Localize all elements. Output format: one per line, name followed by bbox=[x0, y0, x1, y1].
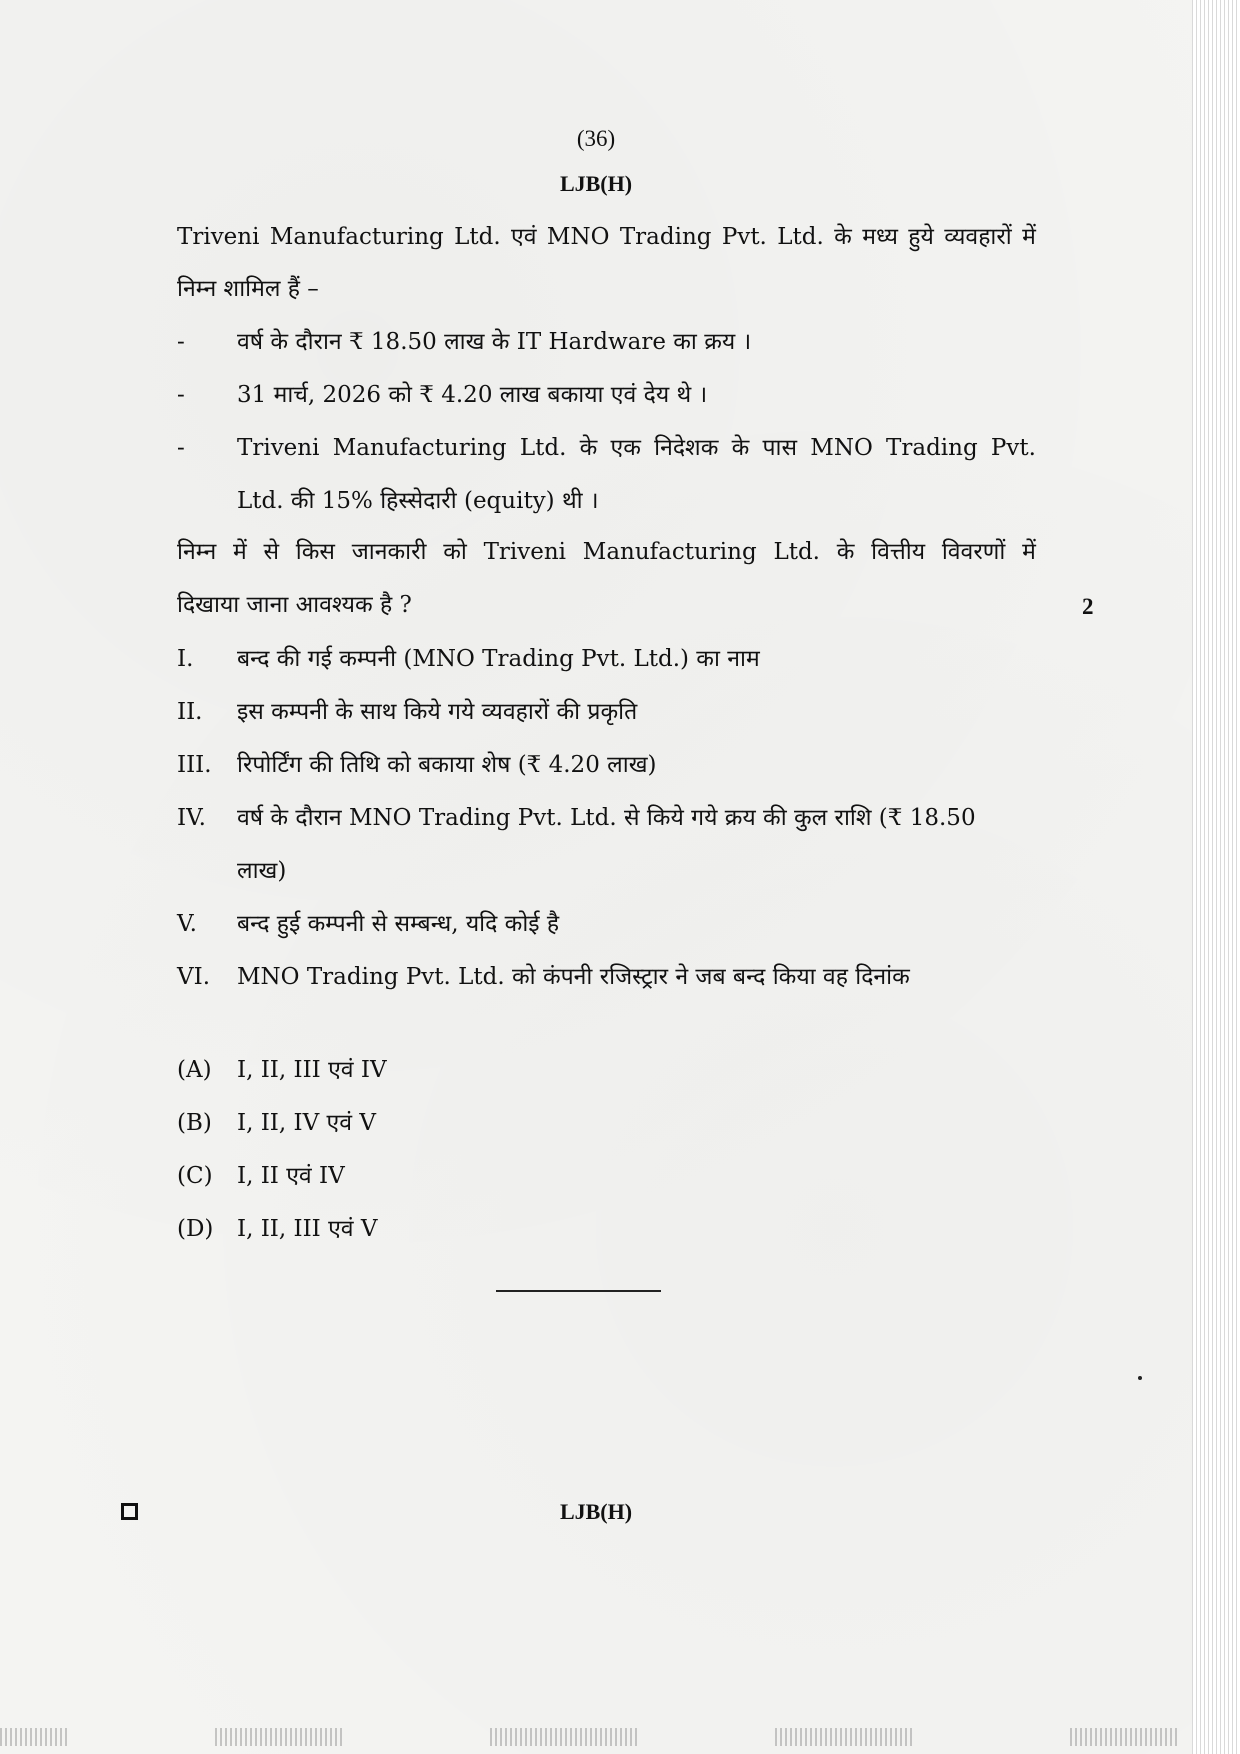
statement-text-continued: लाख) bbox=[237, 858, 287, 884]
statement-number: V. bbox=[177, 911, 197, 937]
intro-line-2: निम्न शामिल हैं – bbox=[177, 276, 319, 302]
statement-number: I. bbox=[177, 646, 194, 672]
fact-word: MNO bbox=[810, 435, 873, 461]
fact-word: Trading bbox=[886, 435, 978, 461]
option-a-text: I, II, III एवं IV bbox=[237, 1057, 387, 1083]
intro-word: Manufacturing bbox=[269, 224, 444, 250]
question-word: वित्तीय bbox=[871, 539, 926, 565]
paper-code-footer: LJB(H) bbox=[559, 1499, 633, 1524]
option-c-text: I, II एवं IV bbox=[237, 1163, 345, 1189]
intro-word: Pvt. bbox=[721, 224, 767, 250]
statement-text: रिपोर्टिंग की तिथि को बकाया शेष (₹ 4.20 लाख) bbox=[237, 752, 657, 778]
intro-word: MNO bbox=[546, 224, 610, 250]
intro-word: मध्य bbox=[862, 224, 898, 250]
fact-word: निदेशक bbox=[654, 435, 719, 461]
intro-word: के bbox=[834, 224, 852, 250]
option-label: (B) bbox=[177, 1110, 212, 1136]
statement-number: VI. bbox=[177, 964, 211, 990]
fact-word: के bbox=[579, 435, 598, 461]
question-marks: 2 bbox=[1082, 594, 1094, 619]
intro-word: में bbox=[1022, 224, 1036, 250]
question-word: विवरणों bbox=[941, 539, 1006, 565]
fact-word: के bbox=[731, 435, 750, 461]
fact-text-line-1 bbox=[237, 437, 1036, 460]
statement-number: III. bbox=[177, 752, 212, 778]
statement-text: बन्द की गई कम्पनी (MNO Trading Pvt. Ltd.) का नाम bbox=[237, 646, 760, 672]
question-word: Ltd. bbox=[773, 539, 820, 565]
question-word: में bbox=[1022, 539, 1036, 565]
intro-word: Trading bbox=[619, 224, 712, 250]
question-word: के bbox=[836, 539, 855, 565]
page-number: (36) bbox=[576, 126, 616, 151]
statement-text: वर्ष के दौरान MNO Trading Pvt. Ltd. से किये गये क्रय की कुल राशि (₹ 18.50 bbox=[237, 805, 976, 831]
page-stack-edge bbox=[1192, 0, 1240, 1754]
fact-text-line-2: Ltd. की 15% हिस्सेदारी (equity) थी । bbox=[237, 488, 599, 514]
end-of-question-rule bbox=[496, 1290, 661, 1292]
intro-word: हुये bbox=[908, 224, 934, 250]
fact-dash: - bbox=[177, 382, 185, 408]
question-word: Manufacturing bbox=[582, 539, 757, 565]
intro-word: एवं bbox=[511, 224, 537, 250]
fact-word: Triveni bbox=[237, 435, 320, 461]
fact-word: Manufacturing bbox=[332, 435, 507, 461]
question-word: को bbox=[443, 539, 467, 565]
fact-word: एक bbox=[610, 435, 641, 461]
paper-code-header: LJB(H) bbox=[559, 171, 633, 196]
intro-line-1 bbox=[177, 226, 1036, 249]
scan-noise bbox=[1070, 1728, 1180, 1746]
option-label: (D) bbox=[177, 1216, 214, 1242]
scan-speck bbox=[1138, 1376, 1142, 1380]
fact-dash: - bbox=[177, 435, 185, 461]
option-label: (A) bbox=[177, 1057, 212, 1083]
fact-word: पास bbox=[762, 435, 798, 461]
fact-text: वर्ष के दौरान ₹ 18.50 लाख के IT Hardware का क्रय । bbox=[237, 329, 752, 355]
statement-number: IV. bbox=[177, 805, 206, 831]
option-b-text: I, II, IV एवं V bbox=[237, 1110, 376, 1136]
scan-noise bbox=[775, 1728, 915, 1746]
question-word: से bbox=[263, 539, 280, 565]
intro-word: Ltd. bbox=[454, 224, 501, 250]
intro-word: व्यवहारों bbox=[944, 224, 1012, 250]
statement-text: MNO Trading Pvt. Ltd. को कंपनी रजिस्ट्रार ने जब बन्द किया वह दिनांक bbox=[237, 964, 910, 990]
question-word: Triveni bbox=[483, 539, 567, 565]
question-line-2: दिखाया जाना आवश्यक है ? bbox=[177, 592, 412, 618]
option-d-text: I, II, III एवं V bbox=[237, 1216, 378, 1242]
question-line-1 bbox=[177, 541, 1036, 564]
fact-dash: - bbox=[177, 329, 185, 355]
scan-noise bbox=[215, 1728, 345, 1746]
question-word: जानकारी bbox=[351, 539, 427, 565]
scan-noise bbox=[490, 1728, 640, 1746]
scan-noise bbox=[0, 1728, 70, 1746]
statement-text: इस कम्पनी के साथ किये गये व्यवहारों की प्रकृति bbox=[237, 699, 638, 725]
statement-number: II. bbox=[177, 699, 203, 725]
question-word: निम्न bbox=[177, 539, 217, 565]
fact-word: Pvt. bbox=[990, 435, 1036, 461]
question-word: में bbox=[232, 539, 247, 565]
fact-text: 31 मार्च, 2026 को ₹ 4.20 लाख बकाया एवं देय थे । bbox=[237, 382, 708, 408]
fact-word: Ltd. bbox=[519, 435, 567, 461]
statement-text: बन्द हुई कम्पनी से सम्बन्ध, यदि कोई है bbox=[237, 911, 560, 937]
option-label: (C) bbox=[177, 1163, 213, 1189]
intro-word: Triveni bbox=[177, 224, 260, 250]
question-word: किस bbox=[295, 539, 335, 565]
intro-word: Ltd. bbox=[777, 224, 824, 250]
